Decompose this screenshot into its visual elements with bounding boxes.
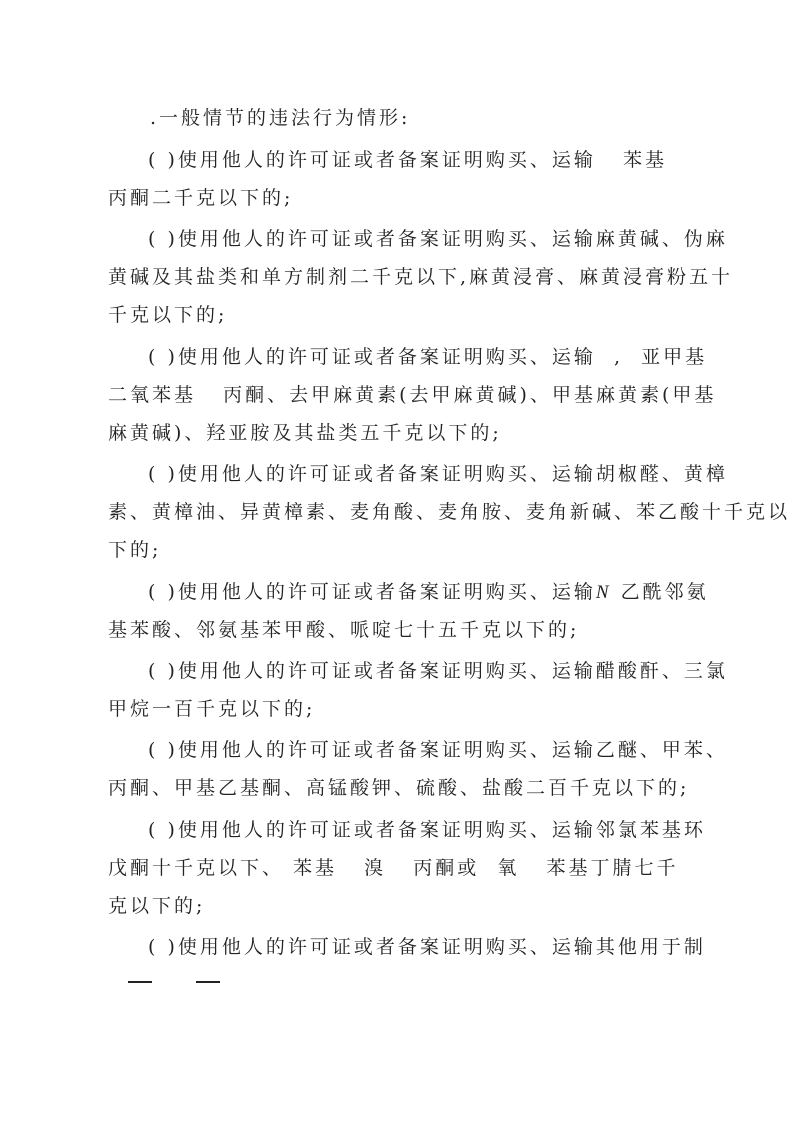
paragraph-line: 甲烷一百千克以下的; [108,698,316,720]
line-text: ( )使用他人的许可证或者备案证明购买、运输 [148,581,596,603]
paragraph-line: 丙酮、甲基乙基酮、高锰酸钾、硫酸、盐酸二百千克以下的; [108,777,690,799]
section-heading: .一般情节的违法行为情形: [150,107,411,129]
page-number-dash-right [196,981,220,983]
paragraph-line: 丙酮二千克以下的; [108,187,294,209]
page-number-footer [110,970,270,994]
paragraph-line: ( )使用他人的许可证或者备案证明购买、运输邻氯苯基环 [148,819,706,841]
paragraph-line: 戊酮十千克以下、 苯基 溴 丙酮或 氧 苯基丁腈七千 [108,857,679,879]
paragraph-line: ( )使用他人的许可证或者备案证明购买、运输麻黄碱、伪麻 [148,228,728,250]
paragraph-line: ( )使用他人的许可证或者备案证明购买、运输其他用于制 [148,936,706,958]
paragraph-line: 麻黄碱)、羟亚胺及其盐类五千克以下的; [108,422,502,444]
paragraph-line: 基苯酸、邻氨基苯甲酸、哌啶七十五千克以下的; [108,619,580,641]
paragraph-line: ( )使用他人的许可证或者备案证明购买、运输乙醚、甲苯、 [148,739,728,761]
paragraph-line: 二氧苯基 丙酮、去甲麻黄素(去甲麻黄碱)、甲基麻黄素(甲基 [108,384,717,406]
paragraph-line: 素、黄樟油、异黄樟素、麦角酸、麦角胺、麦角新碱、苯乙酸十千克以 [108,501,791,523]
page-number-dash-left [128,981,152,983]
paragraph-line [148,580,709,605]
paragraph-line: 克以下的; [108,895,206,917]
paragraph-line: 黄碱及其盐类和单方制剂二千克以下,麻黄浸膏、麻黄浸膏粉五十 [108,266,734,288]
paragraph-line: ( )使用他人的许可证或者备案证明购买、运输 苯基 [148,149,667,171]
line-text: 乙酰邻氨 [611,581,709,603]
italic-symbol: N [595,582,612,603]
paragraph-line: 千克以下的; [108,304,228,326]
paragraph-line: ( )使用他人的许可证或者备案证明购买、运输 , 亚甲基 [148,346,708,368]
paragraph-line: ( )使用他人的许可证或者备案证明购买、运输胡椒醛、黄樟 [148,463,728,485]
paragraph-line: ( )使用他人的许可证或者备案证明购买、运输醋酸酐、三氯 [148,660,728,682]
paragraph-line: 下的; [108,539,162,561]
